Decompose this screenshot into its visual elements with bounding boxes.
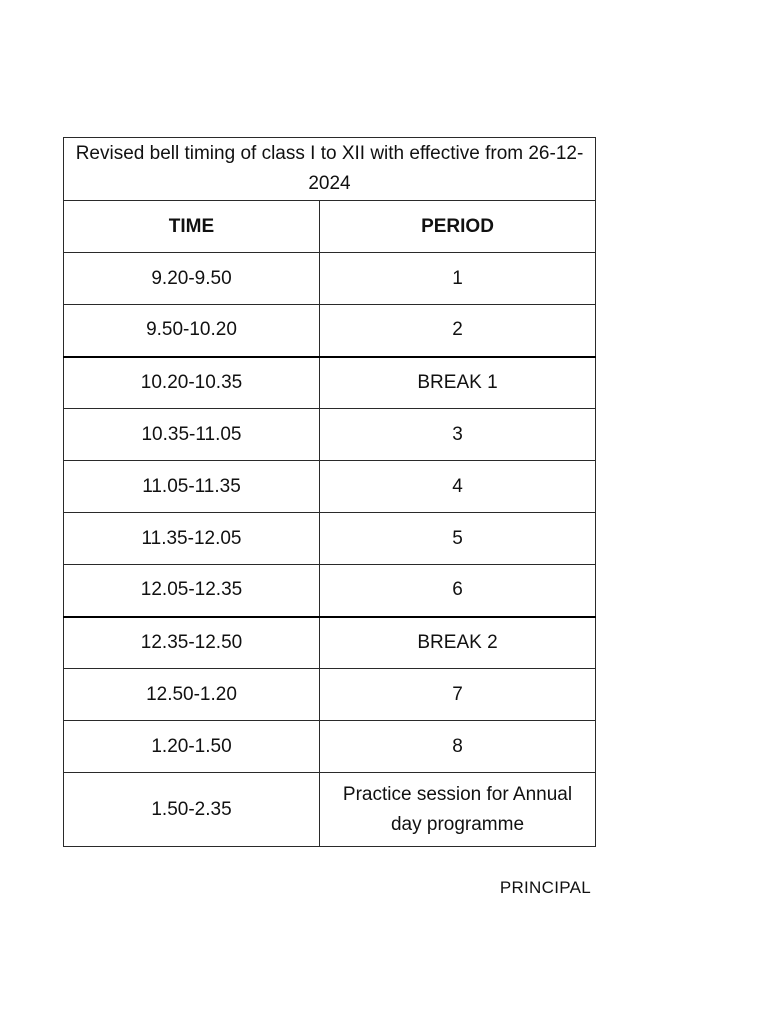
table-title-row: [64, 138, 596, 201]
time-cell: 12.05-12.35: [64, 565, 320, 617]
period-cell: BREAK 2: [320, 617, 596, 669]
column-header-time: TIME: [64, 201, 320, 253]
time-cell: 10.35-11.05: [64, 409, 320, 461]
period-cell: 6: [320, 565, 596, 617]
time-cell: 9.50-10.20: [64, 305, 320, 357]
time-cell: 9.20-9.50: [64, 253, 320, 305]
table-row: [64, 461, 596, 513]
time-cell: 11.05-11.35: [64, 461, 320, 513]
period-cell: 3: [320, 409, 596, 461]
period-cell: 2: [320, 305, 596, 357]
table-row: [64, 721, 596, 773]
time-cell: 11.35-12.05: [64, 513, 320, 565]
table-row: [64, 513, 596, 565]
period-cell: 5: [320, 513, 596, 565]
principal-signature-label: PRINCIPAL: [499, 878, 591, 897]
header-row: [64, 201, 596, 253]
table-row: [64, 305, 596, 357]
table-row: [64, 253, 596, 305]
time-cell: 1.50-2.35: [64, 773, 320, 847]
period-cell: 8: [320, 721, 596, 773]
period-cell: 4: [320, 461, 596, 513]
table-row: [64, 357, 596, 409]
table-row: [64, 409, 596, 461]
period-cell: BREAK 1: [320, 357, 596, 409]
time-cell: 12.35-12.50: [64, 617, 320, 669]
time-cell: 12.50-1.20: [64, 669, 320, 721]
time-cell: 10.20-10.35: [64, 357, 320, 409]
table-title: Revised bell timing of class I to XII with effective from 26-12-2024: [64, 138, 596, 201]
table-row: [64, 617, 596, 669]
table-row: [64, 565, 596, 617]
table-row: [64, 669, 596, 721]
column-header-period: PERIOD: [320, 201, 596, 253]
period-cell: 7: [320, 669, 596, 721]
bell-timing-table: [63, 137, 596, 847]
period-cell: 1: [320, 253, 596, 305]
table-row: [64, 773, 596, 847]
period-cell: Practice session for Annual day programme: [320, 773, 596, 847]
time-cell: 1.20-1.50: [64, 721, 320, 773]
